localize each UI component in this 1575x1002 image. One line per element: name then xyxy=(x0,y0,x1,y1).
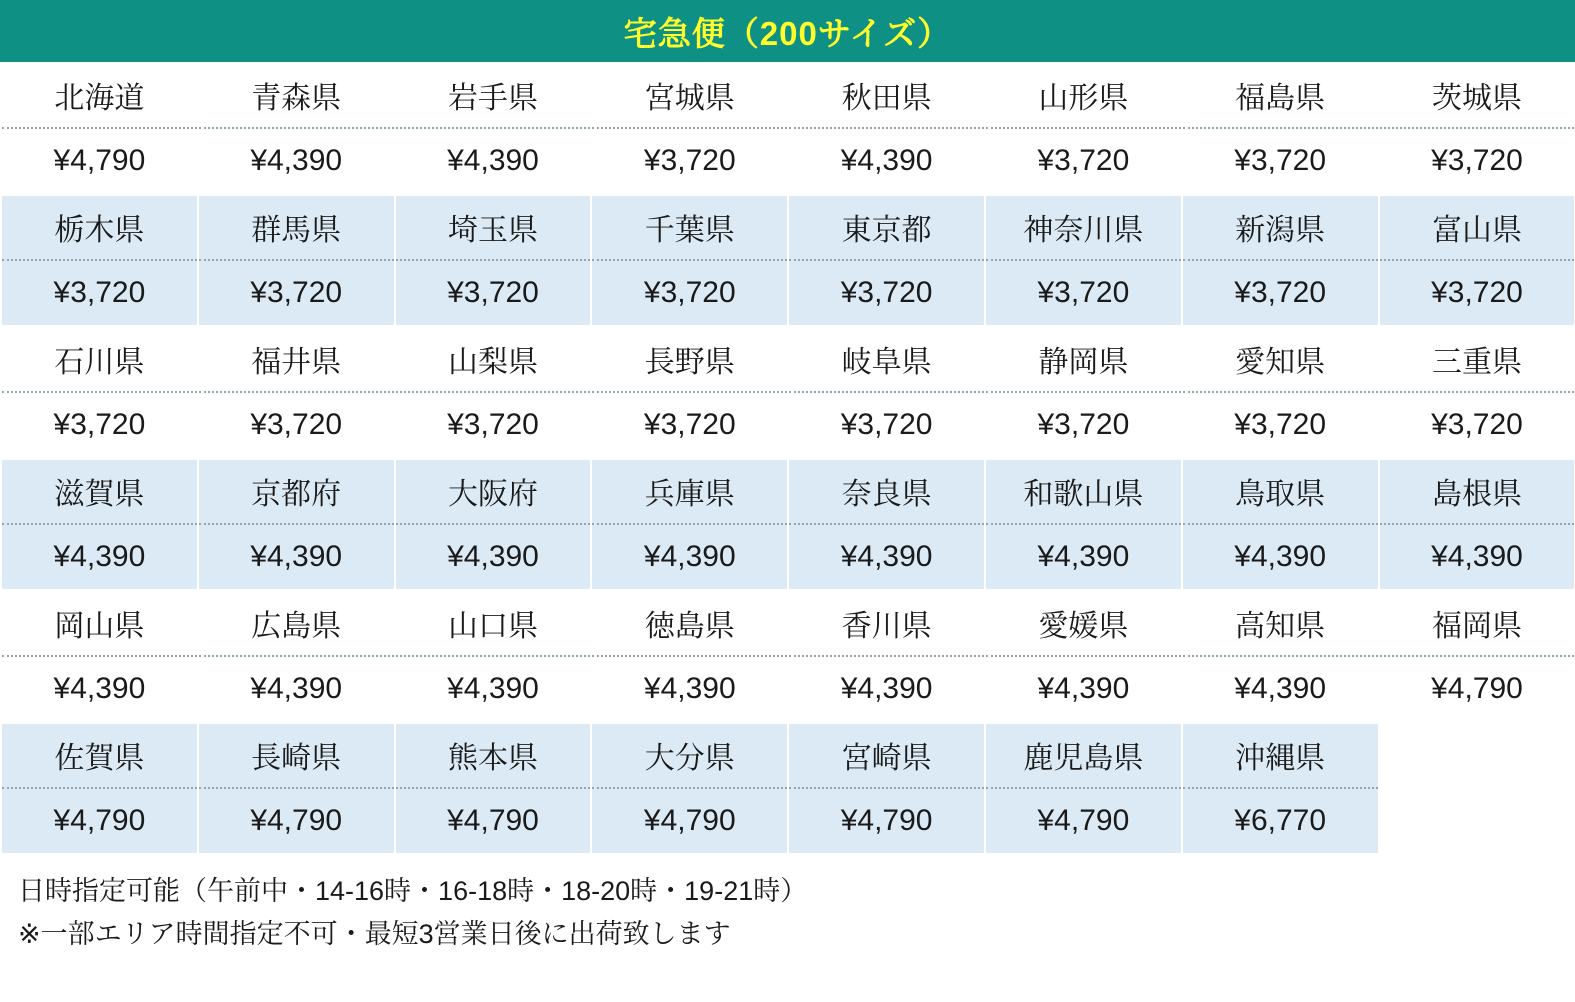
prefecture-cell: 青森県 xyxy=(198,62,395,128)
empty-cell xyxy=(1379,722,1575,788)
prefecture-cell: 徳島県 xyxy=(591,590,788,656)
prefecture-cell: 山形県 xyxy=(985,62,1182,128)
prefecture-cell: 新潟県 xyxy=(1182,194,1379,260)
fee-cell: ¥4,790 xyxy=(1,788,198,854)
note-delivery-time: 日時指定可能（午前中・14-16時・16-18時・18-20時・19-21時） xyxy=(18,875,808,906)
prefecture-cell: 大阪府 xyxy=(395,458,592,524)
table-row xyxy=(1,722,1575,788)
prefecture-cell: 静岡県 xyxy=(985,326,1182,392)
prefecture-cell: 千葉県 xyxy=(591,194,788,260)
prefecture-cell: 滋賀県 xyxy=(1,458,198,524)
table-row xyxy=(1,524,1575,590)
table-row xyxy=(1,392,1575,458)
prefecture-cell: 栃木県 xyxy=(1,194,198,260)
fee-cell: ¥3,720 xyxy=(395,392,592,458)
prefecture-cell: 和歌山県 xyxy=(985,458,1182,524)
fee-cell: ¥4,790 xyxy=(591,788,788,854)
empty-cell xyxy=(1379,788,1575,854)
fee-cell: ¥3,720 xyxy=(1,260,198,326)
fee-cell: ¥3,720 xyxy=(1379,128,1575,194)
prefecture-cell: 広島県 xyxy=(198,590,395,656)
fee-cell: ¥3,720 xyxy=(1182,260,1379,326)
prefecture-cell: 岐阜県 xyxy=(788,326,985,392)
prefecture-cell: 熊本県 xyxy=(395,722,592,788)
prefecture-cell: 愛知県 xyxy=(1182,326,1379,392)
prefecture-cell: 高知県 xyxy=(1182,590,1379,656)
prefecture-cell: 茨城県 xyxy=(1379,62,1575,128)
prefecture-cell: 岡山県 xyxy=(1,590,198,656)
prefecture-cell: 埼玉県 xyxy=(395,194,592,260)
fee-cell: ¥3,720 xyxy=(198,392,395,458)
prefecture-cell: 神奈川県 xyxy=(985,194,1182,260)
prefecture-cell: 福島県 xyxy=(1182,62,1379,128)
fee-cell: ¥4,390 xyxy=(1379,524,1575,590)
table-row xyxy=(1,260,1575,326)
fee-cell: ¥4,390 xyxy=(1,524,198,590)
fee-cell: ¥4,390 xyxy=(395,656,592,722)
prefecture-cell: 香川県 xyxy=(788,590,985,656)
prefecture-cell: 宮崎県 xyxy=(788,722,985,788)
fee-cell: ¥4,390 xyxy=(591,656,788,722)
prefecture-cell: 山口県 xyxy=(395,590,592,656)
prefecture-cell: 兵庫県 xyxy=(591,458,788,524)
fee-cell: ¥3,720 xyxy=(1182,128,1379,194)
prefecture-cell: 秋田県 xyxy=(788,62,985,128)
prefecture-cell: 長野県 xyxy=(591,326,788,392)
prefecture-cell: 京都府 xyxy=(198,458,395,524)
fee-cell: ¥4,790 xyxy=(1,128,198,194)
prefecture-cell: 福井県 xyxy=(198,326,395,392)
fee-cell: ¥3,720 xyxy=(395,260,592,326)
prefecture-cell: 佐賀県 xyxy=(1,722,198,788)
fee-cell: ¥4,790 xyxy=(395,788,592,854)
prefecture-cell: 東京都 xyxy=(788,194,985,260)
fee-cell: ¥3,720 xyxy=(1,392,198,458)
prefecture-cell: 沖縄県 xyxy=(1182,722,1379,788)
prefecture-cell: 三重県 xyxy=(1379,326,1575,392)
prefecture-cell: 石川県 xyxy=(1,326,198,392)
prefecture-cell: 奈良県 xyxy=(788,458,985,524)
fee-cell: ¥4,390 xyxy=(1,656,198,722)
fee-cell: ¥4,790 xyxy=(985,788,1182,854)
table-row xyxy=(1,458,1575,524)
title-bar xyxy=(0,0,1575,62)
prefecture-cell: 愛媛県 xyxy=(985,590,1182,656)
table-row xyxy=(1,326,1575,392)
fee-cell: ¥4,390 xyxy=(395,128,592,194)
prefecture-cell: 鹿児島県 xyxy=(985,722,1182,788)
fee-cell: ¥6,770 xyxy=(1182,788,1379,854)
shipping-fee-table xyxy=(0,62,1575,856)
fee-cell: ¥4,390 xyxy=(1182,656,1379,722)
prefecture-cell: 富山県 xyxy=(1379,194,1575,260)
fee-cell: ¥4,390 xyxy=(395,524,592,590)
fee-cell: ¥3,720 xyxy=(1379,260,1575,326)
fee-cell: ¥3,720 xyxy=(788,392,985,458)
fee-cell: ¥3,720 xyxy=(591,260,788,326)
fee-cell: ¥4,790 xyxy=(198,788,395,854)
table-row xyxy=(1,194,1575,260)
fee-cell: ¥4,390 xyxy=(788,128,985,194)
fee-cell: ¥4,790 xyxy=(788,788,985,854)
fee-cell: ¥3,720 xyxy=(985,392,1182,458)
table-row xyxy=(1,62,1575,128)
prefecture-cell: 福岡県 xyxy=(1379,590,1575,656)
notes-section xyxy=(0,856,1575,957)
prefecture-cell: 島根県 xyxy=(1379,458,1575,524)
fee-cell: ¥4,790 xyxy=(1379,656,1575,722)
fee-cell: ¥3,720 xyxy=(985,128,1182,194)
fee-cell: ¥4,390 xyxy=(198,656,395,722)
prefecture-cell: 山梨県 xyxy=(395,326,592,392)
fee-cell: ¥3,720 xyxy=(198,260,395,326)
fee-cell: ¥4,390 xyxy=(788,656,985,722)
fee-cell: ¥3,720 xyxy=(788,260,985,326)
note-shipping-disclaimer: ※一部エリア時間指定不可・最短3営業日後に出荷致します xyxy=(18,919,731,950)
fee-cell: ¥4,390 xyxy=(985,524,1182,590)
fee-cell: ¥3,720 xyxy=(1182,392,1379,458)
fee-cell: ¥4,390 xyxy=(788,524,985,590)
fee-cell: ¥4,390 xyxy=(985,656,1182,722)
fee-cell: ¥3,720 xyxy=(1379,392,1575,458)
fee-cell: ¥3,720 xyxy=(985,260,1182,326)
fee-cell: ¥4,390 xyxy=(1182,524,1379,590)
fee-cell: ¥3,720 xyxy=(591,392,788,458)
prefecture-cell: 群馬県 xyxy=(198,194,395,260)
fee-cell: ¥4,390 xyxy=(198,128,395,194)
fee-cell: ¥4,390 xyxy=(198,524,395,590)
table-row xyxy=(1,656,1575,722)
prefecture-cell: 鳥取県 xyxy=(1182,458,1379,524)
table-row xyxy=(1,788,1575,854)
prefecture-cell: 宮城県 xyxy=(591,62,788,128)
prefecture-cell: 岩手県 xyxy=(395,62,592,128)
page-title: 宅急便（200サイズ） xyxy=(623,14,952,52)
prefecture-cell: 長崎県 xyxy=(198,722,395,788)
prefecture-cell: 大分県 xyxy=(591,722,788,788)
table-row xyxy=(1,590,1575,656)
prefecture-cell: 北海道 xyxy=(1,62,198,128)
fee-cell: ¥4,390 xyxy=(591,524,788,590)
table-row xyxy=(1,128,1575,194)
fee-cell: ¥3,720 xyxy=(591,128,788,194)
